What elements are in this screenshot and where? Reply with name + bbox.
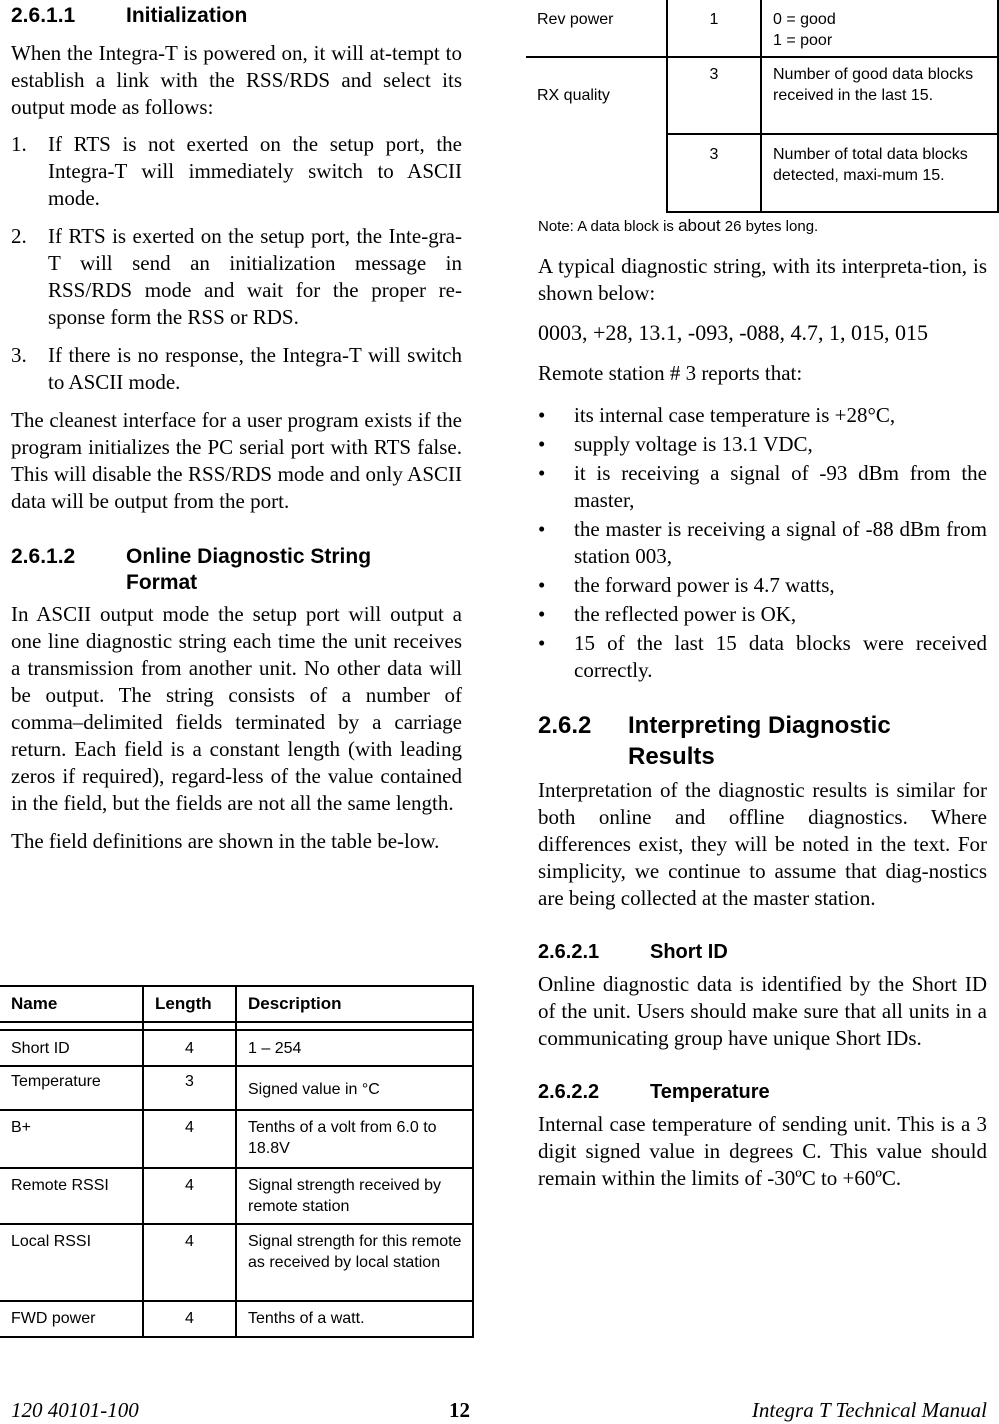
table-header-row bbox=[0, 986, 473, 1022]
section-number: 2.6.2 bbox=[538, 712, 592, 739]
section-number: 2.6.2.2 bbox=[538, 1081, 600, 1103]
paragraph: In ASCII output mode the setup port will output a one line diagnostic string each time the unit receives a transmission from another unit. No other data will be output. The string consists of a number of comma–delimited fields terminated by a carriage return. Each field is a constant length (with leading zeros if required), regard-less of the value contained in the field, but the fields are not all the same length. bbox=[11, 602, 462, 815]
list-item: • the forward power is 4.7 watts, bbox=[538, 573, 835, 597]
list-item: • 15 of the last 15 data blocks were received correctly. bbox=[538, 631, 987, 682]
right-column bbox=[538, 216, 987, 1192]
table-row: Temperature 3 Signed value in °C bbox=[0, 1066, 473, 1110]
table-row: Remote RSSI 4 Signal strength received by remote station bbox=[0, 1168, 473, 1224]
table-row: B+ 4 Tenths of a volt from 6.0 to 18.8V bbox=[0, 1110, 473, 1168]
table-row: Rev power 1 0 = good 1 = poor bbox=[526, 0, 998, 57]
list-item: • it is receiving a signal of -93 dBm from the master, bbox=[538, 461, 987, 512]
list-item: • supply voltage is 13.1 VDC, bbox=[538, 432, 813, 456]
field-definitions-table bbox=[0, 985, 474, 1338]
document-number: 120 40101-100 bbox=[11, 1398, 139, 1422]
field-definitions-table-continued bbox=[526, 0, 999, 213]
list-item: • its internal case temperature is +28°C, bbox=[538, 403, 896, 427]
column-header: Length bbox=[143, 986, 236, 1022]
paragraph: When the Integra-T is powered on, it will at-tempt to establish a link with the RSS/RDS and select its output mode as follows: bbox=[11, 41, 462, 119]
numbered-list bbox=[11, 131, 462, 396]
paragraph: Internal case temperature of sending unit. This is a 3 digit signed value in degrees C. This value should remain within the limits of -30ºC to +60ºC. bbox=[538, 1112, 987, 1190]
paragraph: Interpretation of the diagnostic results is similar for both online and offline diagnostics. Where differences exist, they will be noted in the text. For simplicity, we continue to assume that diag-nostics are being collected at the master station. bbox=[538, 778, 987, 910]
section-title: Online Diagnostic String Format bbox=[126, 545, 372, 594]
example-string: 0003, +28, 13.1, -093, -088, 4.7, 1, 015, 015 bbox=[538, 320, 929, 345]
list-item: 2. If RTS is exerted on the setup port, the Inte-gra-T will send an initialization message in RSS/RDS mode and wait for the proper re-sponse form the RSS or RDS. bbox=[11, 224, 462, 329]
paragraph: Online diagnostic data is identified by the Short ID of the unit. Users should make sure that all units in a communicating group have unique Short IDs. bbox=[538, 972, 987, 1050]
section-title: Short ID bbox=[650, 941, 728, 963]
table-note: Note: A data block is about 26 bytes long. bbox=[538, 216, 819, 235]
section-title: Temperature bbox=[650, 1081, 770, 1103]
section-heading-interpreting-results bbox=[538, 710, 987, 772]
table-row: FWD power 4 Tenths of a watt. bbox=[0, 1301, 473, 1337]
section-number: 2.6.1.2 bbox=[11, 545, 76, 568]
column-header: Description bbox=[236, 986, 473, 1022]
paragraph: The cleanest interface for a user program exists if the program initializes the PC serial port with RTS false. This will disable the RSS/RDS mode and only ASCII data will be output from the port. bbox=[11, 408, 462, 513]
page-footer bbox=[11, 1398, 987, 1423]
section-heading-online-diagnostic bbox=[11, 544, 462, 596]
list-item: • the master is receiving a signal of -88 dBm from station 003, bbox=[538, 517, 987, 568]
bullet-list bbox=[538, 402, 987, 684]
section-number: 2.6.1.1 bbox=[11, 4, 76, 27]
paragraph: Remote station # 3 reports that: bbox=[538, 361, 803, 385]
table-row: Short ID 4 1 – 254 bbox=[0, 1030, 473, 1066]
table-row: 3 Number of total data blocks detected, maxi-mum 15. bbox=[526, 134, 998, 212]
page-number: 12 bbox=[449, 1398, 470, 1422]
list-item: 1. If RTS is not exerted on the setup port, the Integra-T will immediately switch to ASCII mode. bbox=[11, 132, 462, 210]
table-row: Local RSSI 4 Signal strength for this remote as received by local station bbox=[0, 1224, 473, 1301]
section-heading-temperature bbox=[538, 1079, 987, 1105]
list-item: • the reflected power is OK, bbox=[538, 602, 797, 626]
table-row: RX quality 3 Number of good data blocks received in the last 15. bbox=[526, 57, 998, 134]
section-number: 2.6.2.1 bbox=[538, 941, 600, 963]
section-heading-short-id bbox=[538, 939, 987, 965]
list-item: 3. If there is no response, the Integra-T will switch to ASCII mode. bbox=[11, 343, 462, 394]
section-title: Interpreting Diagnostic Results bbox=[628, 712, 891, 770]
column-header: Name bbox=[0, 986, 143, 1022]
left-column bbox=[11, 0, 462, 855]
table-spacer-row bbox=[0, 1022, 473, 1030]
paragraph: A typical diagnostic string, with its interpreta-tion, is shown below: bbox=[538, 254, 987, 305]
section-title: Initialization bbox=[126, 4, 248, 27]
manual-title: Integra T Technical Manual bbox=[751, 1398, 987, 1422]
section-heading-initialization bbox=[11, 3, 462, 29]
paragraph: The field definitions are shown in the table be-low. bbox=[11, 829, 440, 853]
